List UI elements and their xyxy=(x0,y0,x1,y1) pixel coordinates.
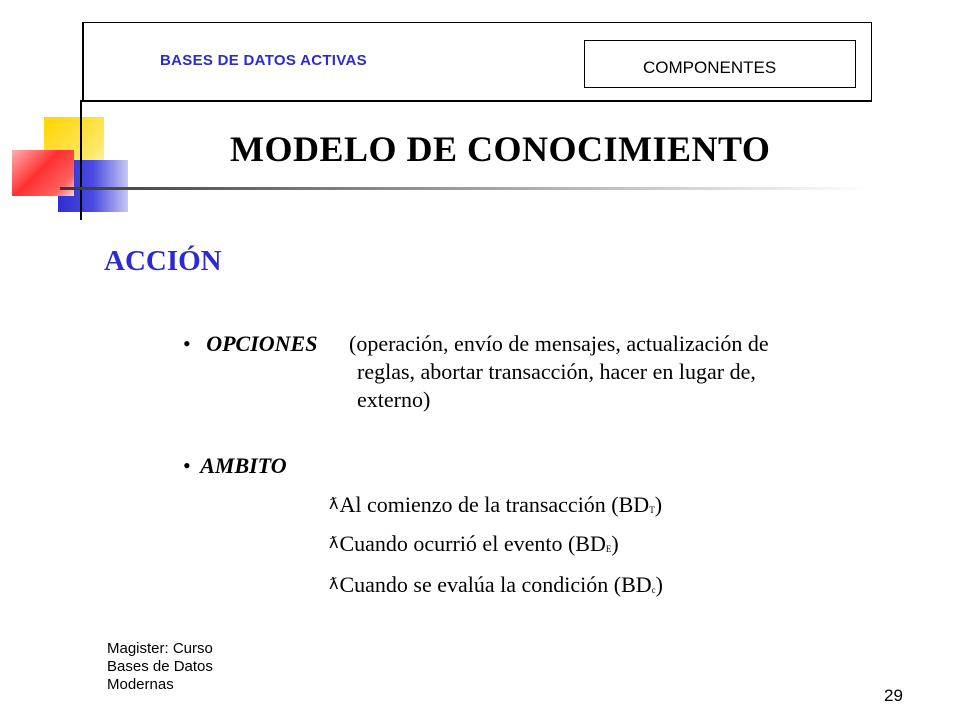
header-section-box xyxy=(584,40,856,88)
ambito-item-text: Al comienzo de la transacción (BD xyxy=(339,492,650,517)
section-heading: ACCIÓN xyxy=(104,245,222,277)
arrow-bullet-icon: ƛ xyxy=(329,494,339,513)
footer-course-label xyxy=(107,640,213,694)
bullet-marker: • xyxy=(183,453,191,478)
footer-line: Magister: Curso xyxy=(107,640,213,657)
opciones-line-3: externo) xyxy=(357,387,431,412)
ambito-item-2 xyxy=(329,529,619,563)
title-underline xyxy=(60,187,870,190)
ambito-item-3 xyxy=(329,570,663,604)
ambito-item-subscript: T xyxy=(649,505,655,515)
ambito-item-subscript: E xyxy=(605,544,612,554)
ambito-item-close: ) xyxy=(611,531,619,556)
header-section-label: COMPONENTES xyxy=(643,58,777,77)
bullet-marker: • xyxy=(183,331,191,356)
page-number: 29 xyxy=(884,686,903,705)
ambito-item-text: Cuando se evalúa la condición (BD xyxy=(339,572,652,597)
arrow-bullet-icon: ƛ xyxy=(329,533,339,552)
ambito-item-text: Cuando ocurrió el evento (BD xyxy=(339,531,606,556)
arrow-bullet-icon: ƛ xyxy=(329,574,339,593)
header-topic-label: BASES DE DATOS ACTIVAS xyxy=(160,52,367,69)
ambito-item-1 xyxy=(329,490,662,524)
opciones-bullet-row xyxy=(183,330,317,358)
ambito-item-close: ) xyxy=(654,492,663,517)
vertical-rule xyxy=(80,100,82,220)
ambito-item-subscript: c xyxy=(651,585,656,595)
ambito-bullet-row xyxy=(183,452,287,480)
opciones-line-1: (operación, envío de mensajes, actualización de xyxy=(349,331,769,356)
footer-line: Modernas xyxy=(107,676,174,693)
opciones-label: OPCIONES xyxy=(206,331,318,356)
ambito-item-close: ) xyxy=(655,572,663,597)
slide-title: MODELO DE CONOCIMIENTO xyxy=(230,129,771,169)
ambito-label: AMBITO xyxy=(200,453,287,478)
footer-line: Bases de Datos xyxy=(107,658,213,675)
opciones-line-2: reglas, abortar transacción, hacer en lugar de, xyxy=(357,359,756,384)
